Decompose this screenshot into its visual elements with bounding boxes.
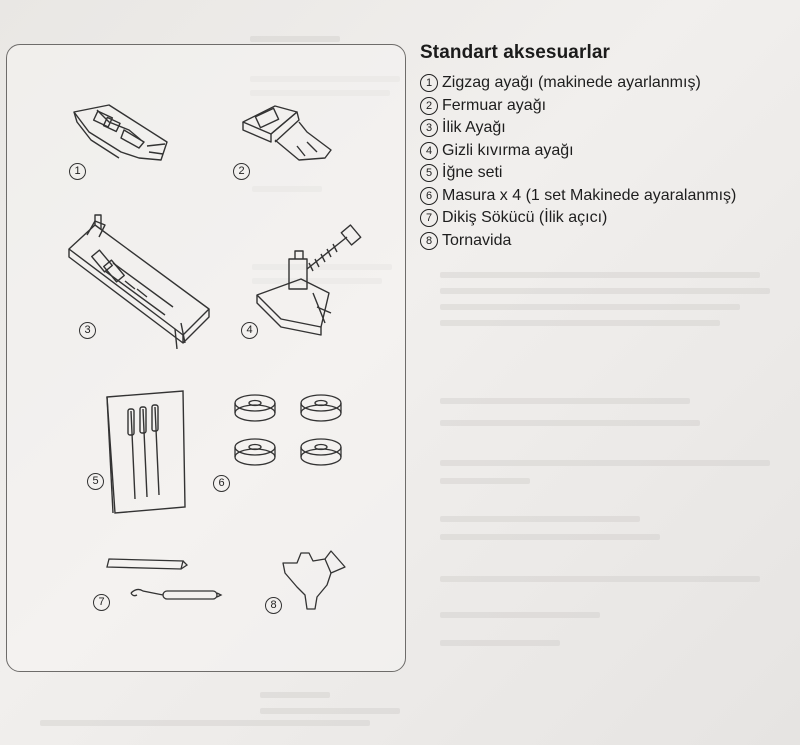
item-number: 6	[420, 187, 438, 205]
item-text: Fermuar ayağı	[442, 96, 547, 114]
figure-label-6: 6	[213, 475, 230, 492]
blind-hem-foot-icon	[251, 223, 371, 343]
item-text: İlik Ayağı	[442, 119, 506, 137]
item-text: İğne seti	[442, 164, 503, 182]
accessories-list	[420, 42, 795, 252]
figure-label-3: 3	[79, 322, 96, 339]
item-number: 1	[420, 74, 438, 92]
list-item	[420, 207, 795, 230]
zigzag-foot-icon	[69, 100, 179, 170]
list-item	[420, 140, 795, 163]
list-item	[420, 230, 795, 253]
figure-label-8: 8	[265, 597, 282, 614]
needle-set-icon	[103, 389, 189, 517]
figure-label-4: 4	[241, 322, 258, 339]
seam-ripper-icon	[103, 555, 233, 615]
accessories-illustration-panel	[6, 44, 406, 672]
section-title: Standart aksesuarlar	[420, 42, 610, 63]
list-item	[420, 185, 795, 208]
figure-label-7: 7	[93, 594, 110, 611]
figure-label-2: 2	[233, 163, 250, 180]
figure-label-5: 5	[87, 473, 104, 490]
bobbins-icon	[227, 393, 347, 483]
item-text: Gizli kıvırma ayağı	[442, 141, 574, 159]
item-text: Masura x 4 (1 set Makinede ayaralanmış)	[442, 186, 737, 204]
item-text: Zigzag ayağı (makinede ayarlanmış)	[442, 74, 701, 92]
zipper-foot-icon	[235, 100, 345, 170]
item-number: 7	[420, 209, 438, 227]
item-number: 2	[420, 97, 438, 115]
list-item	[420, 72, 795, 95]
item-text: Dikiş Sökücü (İlik açıcı)	[442, 209, 608, 227]
figure-label-1: 1	[69, 163, 86, 180]
screwdriver-icon	[279, 547, 359, 617]
list-item	[420, 162, 795, 185]
list-item	[420, 117, 795, 140]
item-text: Tornavida	[442, 231, 512, 249]
list-item	[420, 95, 795, 118]
item-number: 8	[420, 232, 438, 250]
item-number: 3	[420, 119, 438, 137]
item-number: 5	[420, 164, 438, 182]
item-number: 4	[420, 142, 438, 160]
